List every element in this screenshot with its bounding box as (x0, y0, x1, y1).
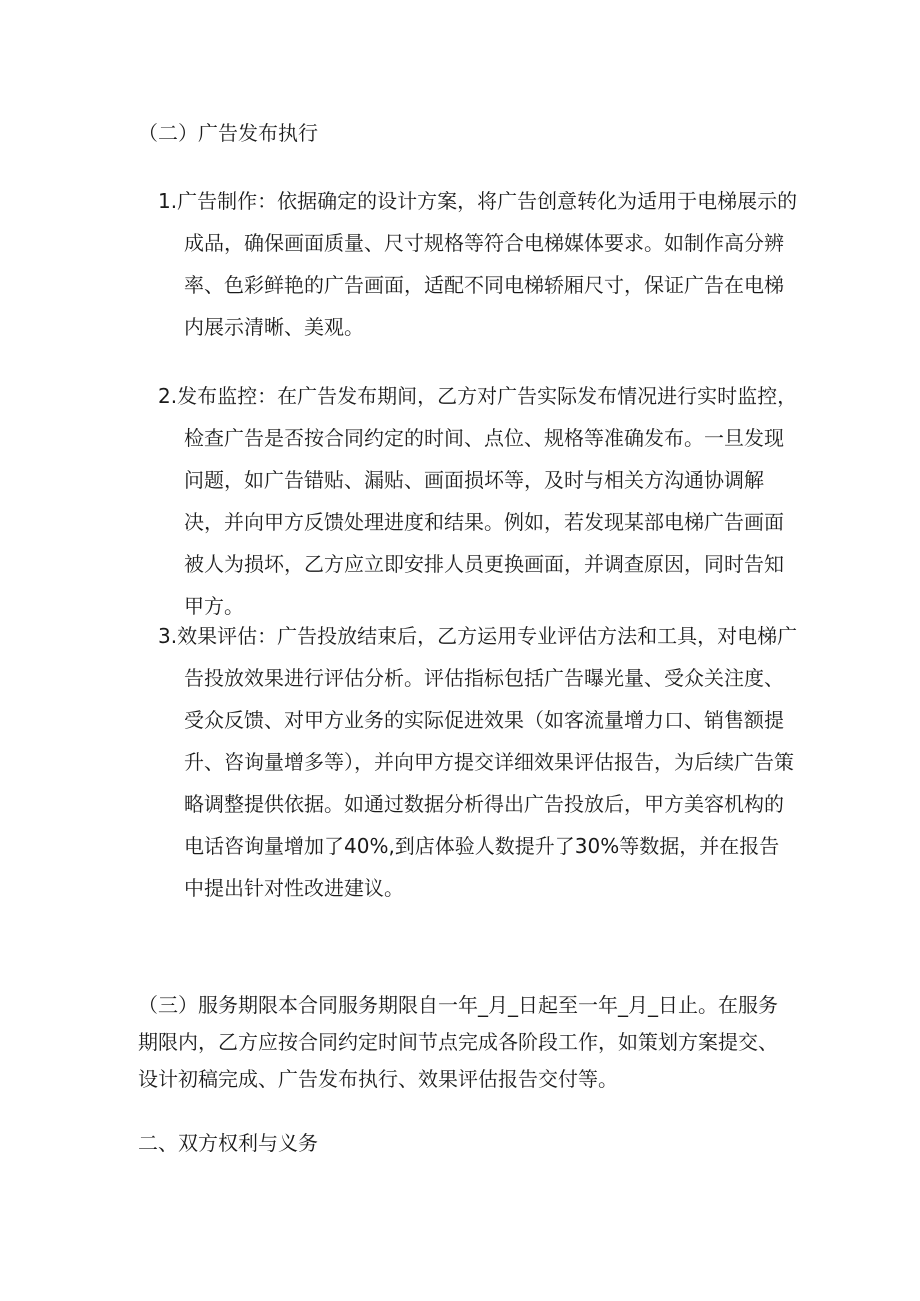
list-item-2 (158, 375, 798, 627)
section-three-paragraph: （三）服务期限本合同服务期限自一年_月_日起至一年_月_日止。在服务期限内，乙方应按合同约定时间节点完成各阶段工作，如策划方案提交、设计初稿完成、广告发布执行、效果评估报告交付等。 (138, 993, 778, 1091)
list-item-text: .效果评估：广告投放结束后，乙方运用专业评估方法和工具，对电梯广告投放效果进行评估分析。评估指标包括广告曝光量、受众关注度、受众反馈、对甲方业务的实际促进效果（如客流量增力口、销售额提升、咨询量增多等），并向甲方提交详细效果评估报告，为后续广告策略调整提供依据。如通过数据分析得出广告投放后，甲方美容机构的电话咨询量增加了40%,到店体验人数提升了30%等数据，并在报告中提出针对性改进建议。 (170, 624, 798, 900)
list-item-3 (158, 615, 798, 909)
part-two-heading: 二、双方权利与义务 (138, 1131, 318, 1155)
list-item-1 (158, 180, 798, 348)
list-item-paragraph (158, 615, 798, 909)
list-item-paragraph (158, 375, 798, 627)
list-item-paragraph (158, 180, 798, 348)
list-item-number: 3 (158, 624, 171, 648)
list-item-number: 2 (158, 384, 171, 408)
list-item-text: .发布监控：在广告发布期间，乙方对广告实际发布情况进行实时监控，检查广告是否按合同约定的时间、点位、规格等准确发布。一旦发现问题，如广告错贴、漏贴、画面损坏等，及时与相关方沟通协调解决，并向甲方反馈处理进度和结果。例如，若发现某部电梯广告画面被人为损坏，乙方应立即安排人员更换画面，并调查原因，同时告知甲方。 (170, 384, 798, 618)
section-two-heading: （二）广告发布执行 (138, 121, 318, 145)
list-item-text: .广告制作：依据确定的设计方案，将广告创意转化为适用于电梯展示的成品，确保画面质量、尺寸规格等符合电梯媒体要求。如制作高分辨率、色彩鲜艳的广告画面，适配不同电梯轿厢尺寸，保证广告在电梯内展示清晰、美观。 (170, 189, 798, 339)
list-item-number: 1 (158, 189, 171, 213)
